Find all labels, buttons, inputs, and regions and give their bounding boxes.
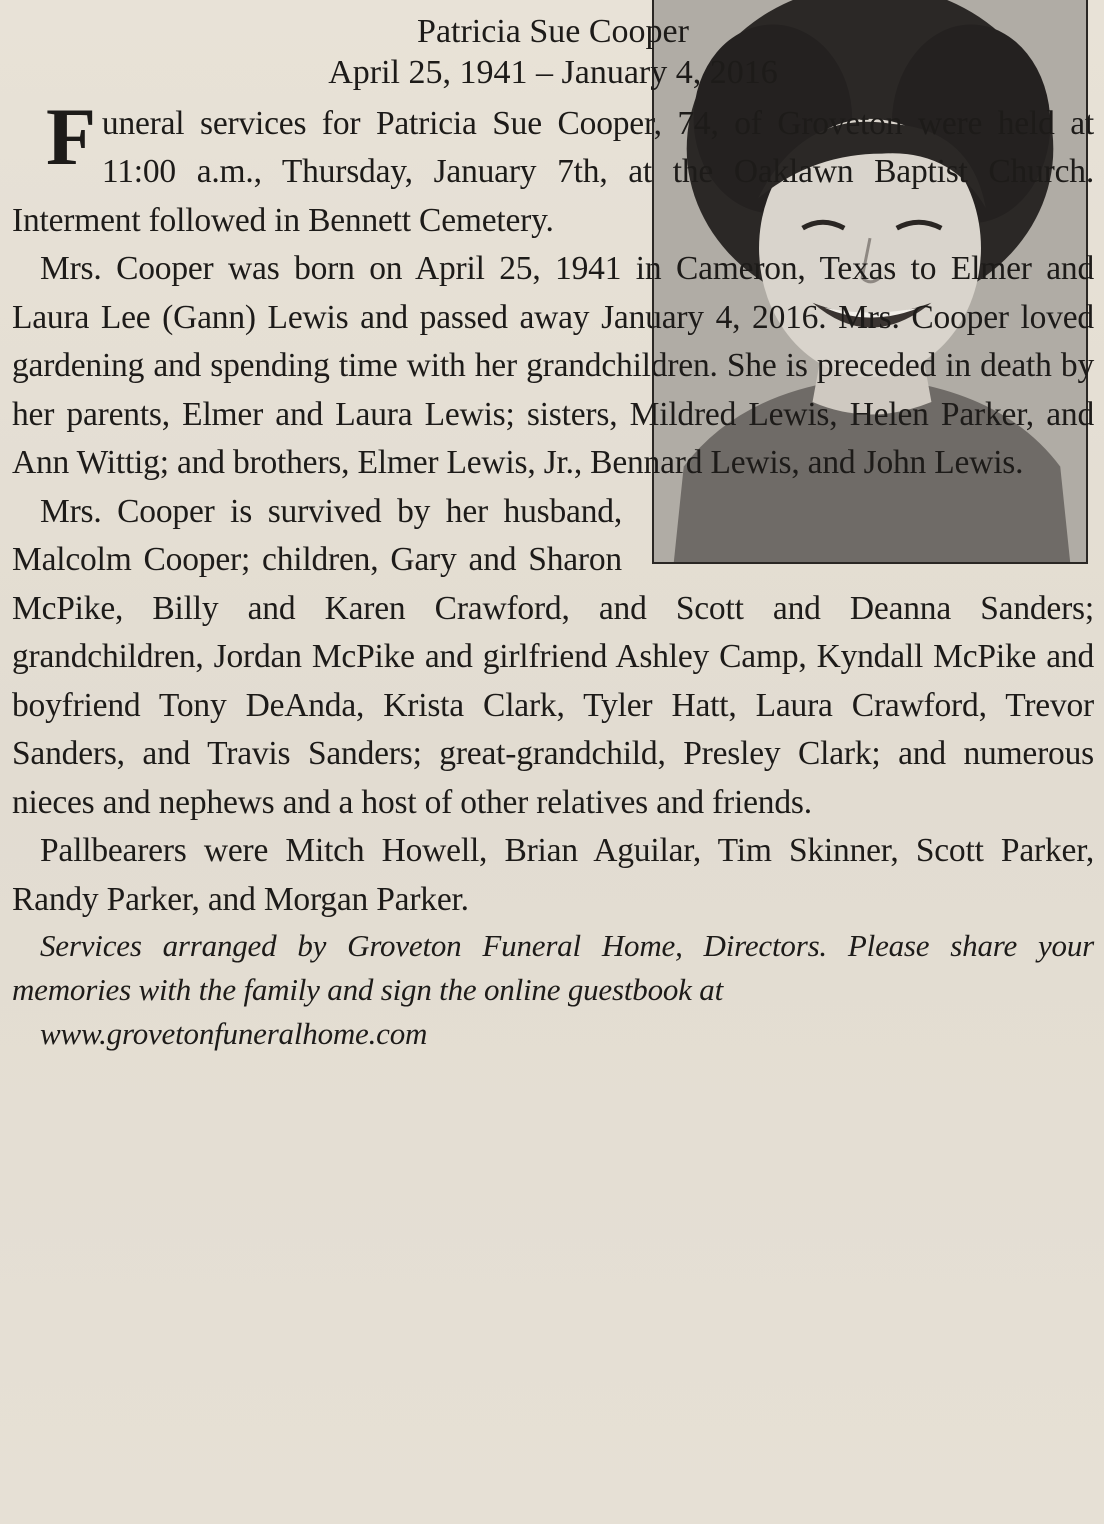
obituary-body — [12, 90, 1094, 1057]
credit-text: Services arranged by Groveton Funeral Home, Directors. Please share your memories with the family and sign the online guestbook at — [12, 928, 1094, 1008]
drop-cap: F — [46, 90, 96, 182]
paragraph-funeral-home-credit — [12, 924, 1094, 1056]
deceased-name: Patricia Sue Cooper — [417, 13, 689, 50]
funeral-home-url: www.grovetonfuneralhome.com — [40, 1016, 428, 1052]
paragraph-biography — [12, 245, 1094, 488]
biography-text: Mrs. Cooper was born on April 25, 1941 in Cameron, Texas to Elmer and Laura Lee (Gann) Lewis and passed away January 4, 2016. Mrs. Cooper loved gardening and spending time with her grandchildren. She is preceded in death by her parents, Elmer and Laura Lewis; sisters, Mildred Lewis, Helen Parker, and Ann Wittig; and brothers, Elmer Lewis, Jr., Bennard Lewis, and John Lewis. — [12, 250, 1094, 482]
paragraph-pallbearers — [12, 827, 1094, 924]
pallbearers-text: Pallbearers were Mitch Howell, Brian Aguilar, Tim Skinner, Scott Parker, Randy Parker, and Morgan Parker. — [12, 832, 1094, 918]
life-dates: April 25, 1941 – January 4, 2016 — [328, 53, 778, 91]
survivors-text: Mrs. Cooper is survived by her husband, Malcolm Cooper; children, Gary and Sharon McPike, Billy and Karen Crawford, and Scott and Deanna Sanders; grandchildren, Jordan McPike and girlfriend Ashley Camp, Kyndall McPike and boyfriend Tony DeAnda, Krista Clark, Tyler Hatt, Laura Crawford, Trevor Sanders, and Travis Sanders; great-grandchild, Presley Clark; and numerous nieces and nephews and a host of other relatives and friends. — [12, 492, 1094, 821]
funeral-services-text: uneral services for Patricia Sue Cooper, 74, of Groveton were held at 11:00 a.m., Thursday, January 7th, at the Oaklawn Baptist Church. Interment followed in Bennett Cemetery. — [12, 104, 1094, 239]
